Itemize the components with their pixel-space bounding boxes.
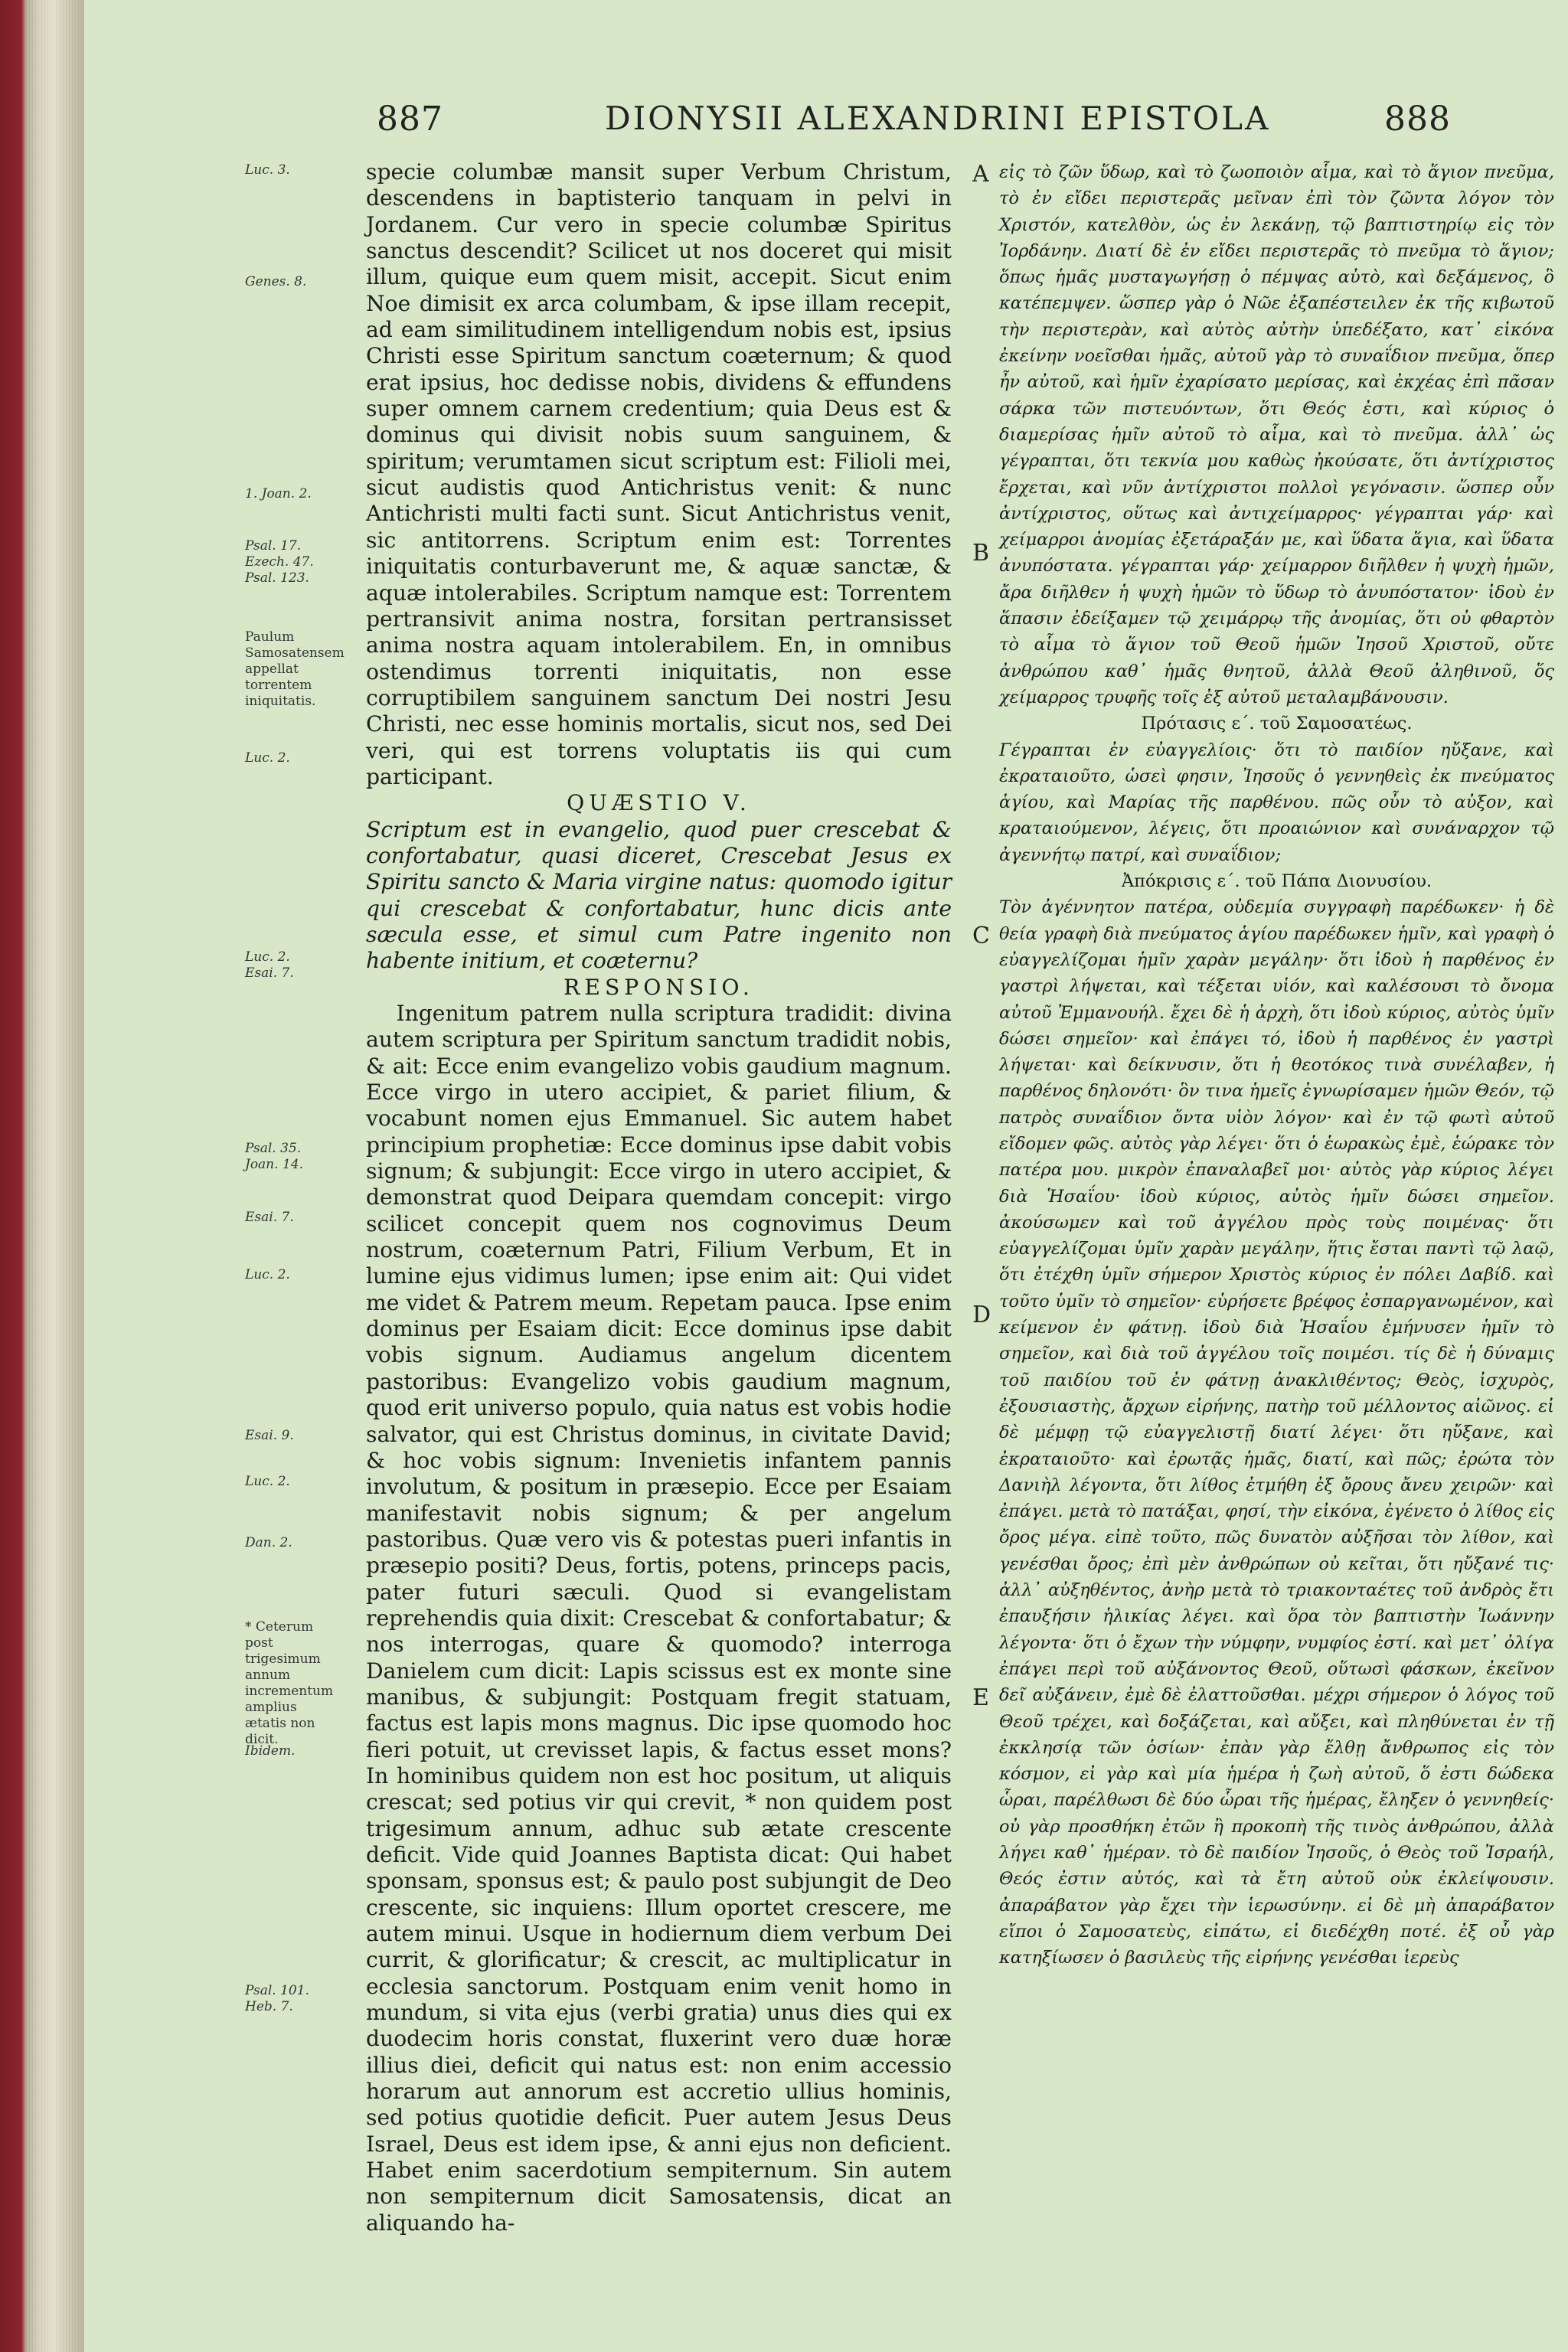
quaestio-heading: QUÆSTIO V.	[567, 790, 751, 816]
erotesis-heading: Πρότασις ε΄. τοῦ Σαμοσατέως.	[1141, 714, 1413, 734]
margin-note: Luc. 2. Esai. 7.	[245, 949, 294, 981]
margin-note: Luc. 2.	[245, 1267, 290, 1282]
right-page-number: 888	[1384, 100, 1451, 139]
column-letter: E	[972, 1684, 989, 1711]
margin-note: Psal. 17. Ezech. 47. Psal. 123.	[245, 538, 314, 586]
erotesis-text: Γέγραπται ἐν εὐαγγελίοις· ὅτι τὸ παιδίον ηὔξανε, καὶ ἐκραταιοῦτο, ὡσεὶ φησιν, Ἰησοῦς ὁ γεννηθεὶς ἐκ πνεύματος ἁγίου, καὶ Μαρίας τῆς παρθένου. πῶς οὖν τὸ αὐξον, καὶ κραταιούμενον, λέγεις, ὅτι προαιώνιον καὶ συνάναρχον τῷ ἀγεννήτῳ πατρί, καὶ συναΐδιον;	[999, 740, 1554, 865]
greek-paragraph: Τὸν ἀγέννητον πατέρα, οὐδεμία συγγραφὴ παρέδωκεν· ἡ δὲ θεία γραφὴ διὰ πνεύματος ἁγίου παρέδωκεν ἡμῖν, καὶ γραφὴ ὁ εὐαγγελίζομαι ἡμῖν χαρὰν μεγάλην· ὅτι ἰδοὺ ἡ παρθένος ἐν γαστρὶ λήψεται, καὶ τέξεται υἱόν, καὶ καλέσουσι τὸ ὄνομα αὐτοῦ Ἐμμανουήλ. ἔχει δὲ ἡ ἀρχὴ, ὅτι ἰδοὺ κύριος, αὐτὸς ὑμῖν δώσει σημεῖον· καὶ ἐπάγει τό, ἰδοὺ ἡ παρθένος ἐν γαστρὶ λήψεται· καὶ δείκνυσιν, ὅτι ἡ θεοτόκος τινὰ συνέλαβεν, ἡ παρθένος δηλονότι· ὃν τινα ἡμεῖς ἐγνωρίσαμεν ἡμῶν Θεόν, τῷ πατρὸς συναΐδιον ὄντα υἱὸν λόγον· καὶ ἐν τῷ φωτὶ αὐτοῦ εἴδομεν φῶς. αὐτὸς γὰρ λέγει· ὅτι ὁ ἑωρακὼς ἐμὲ, ἑώρακε τὸν πατέρα μου. μικρὸν ἐπαναλαβεῖ μοι· αὐτὸς γὰρ κύριος λέγει διὰ Ἡσαΐου· ἰδοὺ κύριος, αὐτὸς ἡμῖν δώσει σημεῖον. ἀκούσωμεν καὶ τοῦ ἀγγέλου πρὸς τοὺς ποιμένας· ὅτι εὐαγγελίζομαι ὑμῖν χαρὰν μεγάλην, ἥτις ἔσται παντὶ τῷ λαῷ, ὅτι ἐτέχθη ὑμῖν σήμερον Χριστὸς κύριος ἐν πόλει Δαβίδ. καὶ τοῦτο ὑμῖν τὸ σημεῖον· εὑρήσετε βρέφος ἐσπαργανωμένον, καὶ κείμενον ἐν φάτνῃ. ἰδοὺ διὰ Ἡσαΐου ἐμήνυσεν ἡμῖν τὸ σημεῖον, καὶ διὰ τοῦ ἀγγέλου τοῖς ποιμέσι. τίς δὲ ἡ δύναμις τοῦ παιδίου τοῦ ἐν φάτνῃ ἀνακλιθέντος; Θεὸς, ἰσχυρὸς, ἐξουσιαστὴς, ἄρχων εἰρήνης, πατὴρ τοῦ μέλλοντος αἰῶνος. εἰ δὲ μέμφῃ τῷ εὐαγγελιστῇ διατί λέγει· ὅτι ηὔξανε, καὶ ἐκραταιοῦτο· καὶ ἐρωτᾷς ἡμᾶς, διατί, καὶ πῶς; ἐρώτα τὸν Δανιὴλ λέγοντα, ὅτι λίθος ἐτμήθη ἐξ ὄρους ἄνευ χειρῶν· καὶ ἐπάγει. μετὰ τὸ πατάξαι, φησί, τὴν εἰκόνα, ἐγένετο ὁ λίθος εἰς ὄρος μέγα. εἰπὲ τοῦτο, πῶς δυνατὸν αὐξῆσαι τὸν λίθον, καὶ γενέσθαι ὄρος; ἐπὶ μὲν ἀνθρώπων οὐ κεῖται, ὅτι ηὔξανέ τις· ἀλλ᾿ αὐξηθέντος, ἀνὴρ μετὰ τὸ τριακονταέτες τοῦ ἀνδρὸς ἔτι ἐπαυξήσιν ἡλικίας λέγει. καὶ ὅρα τὸν βαπτιστὴν Ἰωάννην λέγοντα· ὅτι ὁ ἔχων τὴν νύμφην, νυμφίος ἐστί. καὶ μετ᾿ ὀλίγα ἐπάγει περὶ τοῦ αὐξάνοντος Θεοῦ, οὕτωσὶ φάσκων, ἐκεῖνον δεῖ αὐξάνειν, ἐμὲ δὲ ἐλαττοῦσθαι. μέχρι σήμερον ὁ λόγος τοῦ Θεοῦ τρέχει, καὶ δοξάζεται, καὶ αὔξει, καὶ πληθύνεται ἐν τῇ ἐκκλησίᾳ τῶν ὁσίων· ἐπὰν γὰρ ἔλθῃ ἄνθρωπος εἰς τὸν κόσμον, εἰ γὰρ καὶ μία ἡμέρα ἡ ζωὴ αὐτοῦ, ὅ ἐστι δώδεκα ὧραι, παρέλθωσι δὲ δύο ὧραι τῆς ἡμέρας, ἔληξεν ὁ γεννηθείς· οὐ γὰρ προσθήκη ἐτῶν ἢ προκοπὴ τῆς τινὸς ἀνθρώπου, ἀλλὰ λήγει καθ᾿ ἡμέραν. τὸ δὲ παιδίον Ἰησοῦς, ὁ Θεὸς τοῦ Ἰσραήλ, Θεός ἐστιν αὐτός, καὶ τὰ ἔτη αὐτοῦ οὐκ ἐκλείψουσιν. ἀπαράβατον γὰρ ἔχει τὴν ἱερωσύνην. εἰ δὲ μὴ ἀπαράβατον εἴποι ὁ Σαμοσατεὺς, εἰπάτω, εἰ διεδέχθη ποτέ. ἐξ οὗ γὰρ κατηξίωσεν ὁ βασιλεὺς τῆς εἰρήνης γενέσθαι ἱερεὺς	[999, 897, 1554, 1968]
margin-note: Paulum Samosatensem appellat torrentem iniquitatis.	[245, 629, 345, 709]
left-page-number: 887	[377, 100, 443, 139]
column-letter: B	[972, 540, 990, 567]
latin-paragraph: Ingenitum patrem nulla scriptura tradidit: divina autem scriptura per Spiritum sanctum tradidit nobis, & ait: Ecce enim evangelizo vobis gaudium magnum. Ecce virgo in utero accipiet, & pariet filium, & vocabunt nomen ejus Emmanuel. Sic autem habet principium prophetiæ: Ecce dominus ipse dabit vobis signum; & subjungit: Ecce virgo in utero accipiet, & demonstrat quod Deipara quemdam concepit: virgo scilicet concepit quem nos cognovimus Deum nostrum, coæternum Patri, Filium Verbum, Et in lumine ejus vidimus lumen; ipse enim ait: Qui videt me videt & Patrem meum. Repetam pauca. Ipse enim dominus per Esaiam dicit: Ecce dominus ipse dabit vobis signum. Audiamus angelum dicentem pastoribus: Evangelizo vobis gaudium magnum, quod erit universo populo, quia natus est vobis hodie salvator, qui est Christus dominus, in civitate David; & hoc vobis signum: Invenietis infantem pannis involutum, & positum in præsepio. Ecce per Esaiam manifestavit nobis signum; & per angelum pastoribus. Quæ vero vis & potestas pueri infantis in præsepio positi? Deus, fortis, potens, princeps pacis, pater futuri sæculi. Quod si evangelistam reprehendis quia dixit: Crescebat & confortabatur; & nos interrogas, quare & quomodo? interroga Danielem cum dicit: Lapis scissus est ex monte sine manibus, & subjungit: Postquam fregit statuam, factus est lapis mons magnus. Dic ipse quomodo hoc fieri potuit, ut crevisset lapis, & factus esset mons? In hominibus quidem non est hoc positum, ut aliquis crescat; sed potius vir qui crevit, * non quidem post trigesimum annum, adhuc sub ætate crescente deficit. Vide quid Joannes Baptista dicat: Qui habet sponsam, sponsus est; & paulo post subjungit de Deo crescente, sic inquiens: Illum oportet crescere, me autem minui. Usque in hodiernum diem verbum Dei currit, & glorificatur; & crescit, ac multiplicatur in ecclesia sanctorum. Postquam enim venit homo in mundum, si vita ejus (verbi gratia) unus dies qui ex duodecim horis constat, fluxerint vero duæ horæ illius diei, deficit qui natus est: non enim accessio horarum aut annorum est accretio ullius hominis, sed potius quotidie deficit. Puer autem Jesus Deus Israel, Deus est idem ipse, & anni ejus non deficient. Habet enim sacerdotium sempiternum. Sin autem non sempiternum dicit Samosatensis, dicat an aliquando ha-	[366, 1001, 952, 2236]
greek-column	[999, 159, 1554, 2089]
margin-note: Luc. 2.	[245, 750, 290, 766]
quaestio-text: Scriptum est in evangelio, quod puer crescebat & confortabatur, quasi diceret, Crescebat Jesus ex Spiritu sancto & Maria virgine natus: quomodo igitur qui crescebat & confortabatur, hunc dicis ante sæcula esse, et simul cum Patre ingenito non habente initium, et coæternu?	[366, 816, 952, 974]
margin-note: Psal. 35. Joan. 14.	[245, 1141, 303, 1172]
responsio-heading: RESPONSIO.	[564, 974, 754, 1000]
running-title: DIONYSII ALEXANDRINI EPISTOLA	[605, 100, 1271, 137]
margin-note: Psal. 101. Heb. 7.	[245, 1983, 309, 2014]
running-head	[84, 100, 1568, 153]
margin-note: Esai. 9.	[245, 1428, 294, 1443]
latin-paragraph: specie columbæ mansit super Verbum Christum, descendens in baptisterio tanquam in pelvi in Jordanem. Cur vero in specie columbæ Spiritus sanctus descendit? Scilicet ut nos doceret qui misit illum, quique eum quem misit, accepit. Sicut enim Noe dimisit ex arca columbam, & ipse illam recepit, ad eam similitudinem intelligendum nobis est, ipsius Christi esse Spiritum sanctum coæternum; & quod erat ipsius, hoc dedisse nobis, dividens & effundens super omnem carnem credentium; quia Deus est & dominus qui divisit nobis suum sanguinem, & spiritum; verumtamen sicut scriptum est: Filioli mei, sicut audistis quod Antichristus venit: & nunc Antichristi multi facti sunt. Sicut Antichristus venit, sic antitorrens. Scriptum enim est: Torrentes iniquitatis conturbaverunt me, & aquæ sanctæ, & aquæ intolerabiles. Scriptum namque est: Torrentem pertransivit anima nostra, forsitan pertransisset anima nostra aquam intolerabilem. En, in omnibus ostendimus torrenti iniquitatis, non esse corruptibilem sanguinem sanctum Dei nostri Jesu Christi, nec esse hominis mortalis, sicut nos, sed Dei veri, qui est torrens voluptatis iis qui cum participant.	[366, 159, 952, 789]
greek-paragraph: εἰς τὸ ζῶν ὕδωρ, καὶ τὸ ζωοποιὸν αἷμα, καὶ τὸ ἅγιον πνεῦμα, τὸ ἐν εἴδει περιστερᾶς μεῖναν ἐπὶ τὸν ζῶντα λόγον τὸν Χριστόν, κατελθὸν, ὡς ἐν λεκάνῃ, τῷ βαπτιστηρίῳ εἰς τὸν Ἰορδάνην. Διατί δὲ ἐν εἴδει περιστερᾶς τὸ πνεῦμα τὸ ἅγιον; ὅπως ἡμᾶς μυσταγωγήσῃ ὁ πέμψας αὐτὸ, καὶ δεξάμενος, ὃ κατέπεμψεν. ὥσπερ γὰρ ὁ Νῶε ἐξαπέστειλεν ἐκ τῆς κιβωτοῦ τὴν περιστερὰν, καὶ αὐτὸς αὐτὴν ὑπεδέξατο, κατ᾿ εἰκόνα ἐκείνην νοεῖσθαι ἡμᾶς, αὐτοῦ γὰρ τὸ συναΐδιον πνεῦμα, ὅπερ ἦν αὐτοῦ, καὶ ἡμῖν ἐχαρίσατο μερίσας, καὶ ἐκχέας ἐπὶ πᾶσαν σάρκα τῶν πιστευόντων, ὅτι Θεός ἐστι, καὶ κύριος ὁ διαμερίσας ἡμῖν αὐτοῦ τὸ αἷμα, καὶ τὸ πνεῦμα. ἀλλ᾿ ὡς γέγραπται, ὅτι τεκνία μου καθὼς ἠκούσατε, ὅτι ἀντίχριστος ἔρχεται, καὶ νῦν ἀντίχριστοι πολλοὶ γεγόνασιν. ὥσπερ οὖν ἀντίχριστος, οὕτως καὶ ἀντιχείμαρρος· γέγραπται γάρ· καὶ χείμαρροι ἀνομίας ἐξετάραξάν με, καὶ ὕδατα ἅγια, καὶ ὕδατα ἀνυπόστατα. γέγραπται γάρ· χείμαρρον διῆλθεν ἡ ψυχὴ ἡμῶν, ἄρα διῆλθεν ἡ ψυχὴ ἡμῶν τὸ ὕδωρ τὸ ἀνυπόστατον· ἰδοὺ ἐν ἅπασιν ἐδείξαμεν τῷ χειμάρρῳ τῆς ἀνομίας, ὅτι οὐ φθαρτὸν τὸ αἷμα τὸ ἅγιον τοῦ Θεοῦ ἡμῶν Ἰησοῦ Χριστοῦ, οὔτε ἀνθρώπου καθ᾿ ἡμᾶς θνητοῦ, ἀλλὰ Θεοῦ ἀληθινοῦ, ὅς χείμαρρος τρυφῆς τοῖς ἐξ αὐτοῦ μεταλαμβάνουσιν.	[999, 162, 1554, 707]
latin-column	[366, 159, 952, 2236]
margin-note: Dan. 2.	[245, 1535, 292, 1550]
column-letter: A	[972, 161, 989, 188]
apokrisis-heading: Ἀπόκρισις ε΄. τοῦ Πάπα Διονυσίου.	[1121, 871, 1432, 892]
page-stack-edge	[0, 0, 84, 2352]
margin-note: Ibidem.	[245, 1743, 296, 1759]
book-page	[84, 0, 1568, 2352]
column-letters	[972, 153, 995, 2067]
margin-note: Luc. 3.	[245, 162, 290, 178]
margin-note: * Ceterum post trigesimum annum incrementum amplius ætatis non dicit.	[245, 1619, 334, 1747]
margin-note: 1. Joan. 2.	[245, 486, 312, 501]
column-letter: D	[972, 1302, 991, 1328]
margin-note: Genes. 8.	[245, 274, 307, 289]
margin-note: Luc. 2.	[245, 1474, 290, 1489]
margin-note: Esai. 7.	[245, 1210, 294, 1225]
column-letter: C	[972, 923, 990, 949]
